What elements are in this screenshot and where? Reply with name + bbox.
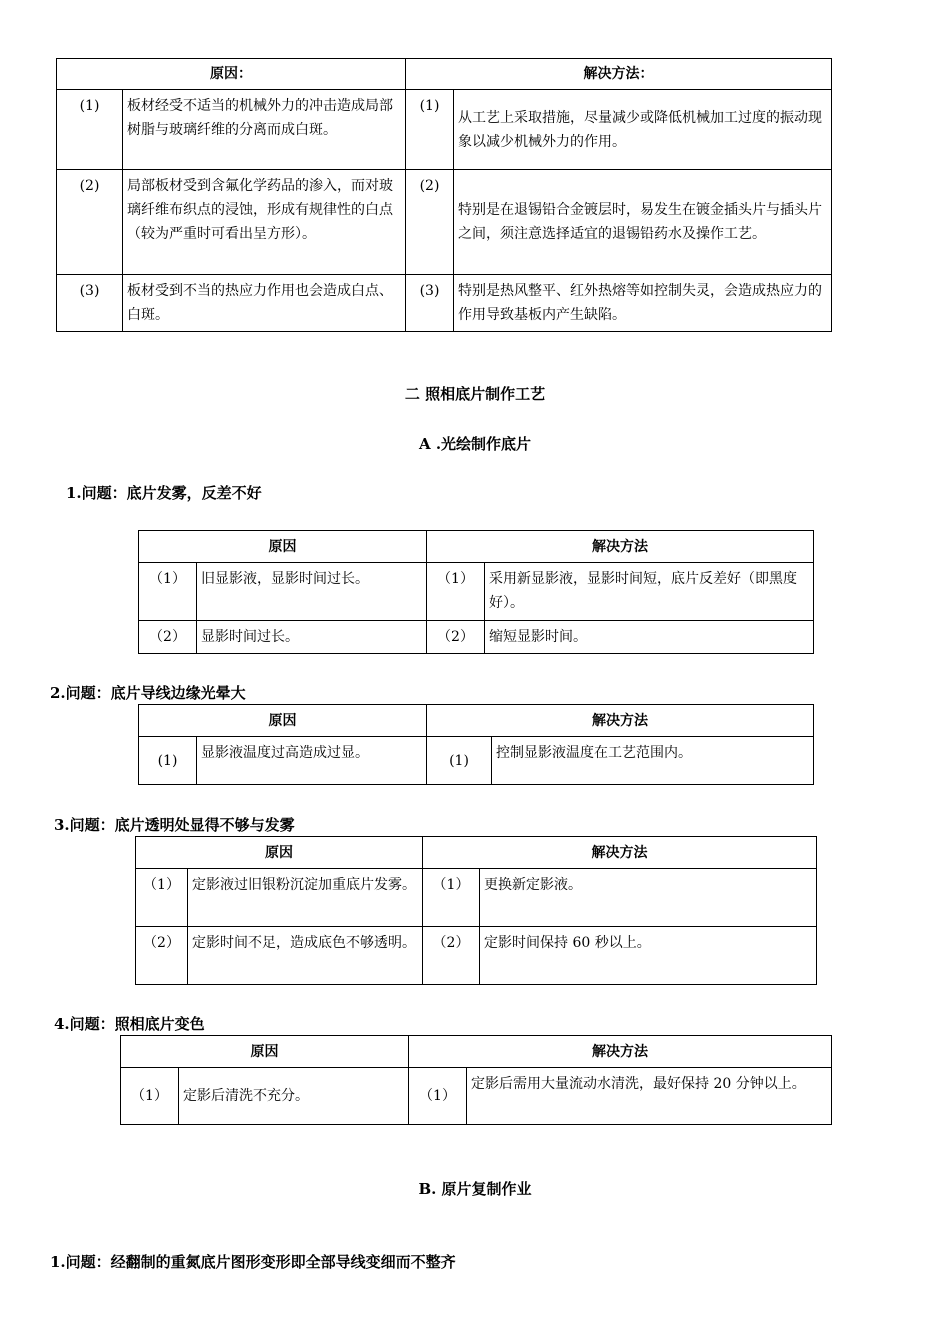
table-row <box>139 621 814 654</box>
solution-cell: 更换新定影液。 <box>480 869 817 927</box>
cause-cell: 显影液温度过高造成过显。 <box>197 737 427 785</box>
cause-header: 原因 <box>136 837 423 869</box>
cause-cell: 板材受到不当的热应力作用也会造成白点、白斑。 <box>123 275 406 332</box>
solution-cell: 控制显影液温度在工艺范围内。 <box>492 737 814 785</box>
solution-header: 解决方法 <box>427 531 814 563</box>
solution-cell: 特别是在退锡铅合金镀层时，易发生在镀金插头片与插头片之间，须注意选择适宜的退锡铅药水及操作工艺。 <box>454 170 832 275</box>
table-row <box>136 927 817 985</box>
cause-solution-table-q2 <box>138 704 814 785</box>
question-1-title: 1.问题：底片发雾，反差不好 <box>66 484 262 502</box>
row-number: （2） <box>427 621 485 654</box>
solution-header: 解决方法： <box>406 59 832 90</box>
row-number: （1） <box>121 1068 179 1125</box>
solution-cell: 采用新显影液，显影时间短，底片反差好（即黑度好）。 <box>485 563 814 621</box>
table-header-row <box>139 531 814 563</box>
row-number: (1) <box>57 90 123 170</box>
subsection-b-title: B. 原片复制作业 <box>418 1180 532 1198</box>
cause-header: 原因： <box>57 59 406 90</box>
solution-cell: 从工艺上采取措施，尽量减少或降低机械加工过度的振动现象以减少机械外力的作用。 <box>454 90 832 170</box>
cause-cell: 板材经受不适当的机械外力的冲击造成局部树脂与玻璃纤维的分离而成白斑。 <box>123 90 406 170</box>
cause-cell: 定影后清洗不充分。 <box>179 1068 409 1125</box>
solution-header: 解决方法 <box>409 1036 832 1068</box>
row-number: （2） <box>139 621 197 654</box>
subsection-a-title: A .光绘制作底片 <box>418 435 532 453</box>
cause-cell: 旧显影液，显影时间过长。 <box>197 563 427 621</box>
cause-cell: 定影时间不足，造成底色不够透明。 <box>188 927 423 985</box>
section-title: 二 照相底片制作工艺 <box>404 385 546 403</box>
table-header-row <box>121 1036 832 1068</box>
cause-cell: 局部板材受到含氟化学药品的渗入，而对玻璃纤维布织点的浸蚀，形成有规律性的白点（较为严重时可看出呈方形）。 <box>123 170 406 275</box>
table-row <box>57 170 832 275</box>
row-number: (3) <box>406 275 454 332</box>
solution-header: 解决方法 <box>427 705 814 737</box>
solution-cell: 定影时间保持 60 秒以上。 <box>480 927 817 985</box>
table-row <box>139 563 814 621</box>
row-number: （1） <box>139 563 197 621</box>
cause-solution-table-q1 <box>138 530 814 654</box>
table-row <box>121 1068 832 1125</box>
solution-cell: 缩短显影时间。 <box>485 621 814 654</box>
table-row <box>57 90 832 170</box>
cause-header: 原因 <box>139 705 427 737</box>
question-4-title: 4.问题：照相底片变色 <box>54 1015 205 1033</box>
cause-solution-table-q4 <box>120 1035 832 1125</box>
row-number: (1) <box>139 737 197 785</box>
row-number: (2) <box>57 170 123 275</box>
row-number: （1） <box>136 869 188 927</box>
row-number: （1） <box>409 1068 467 1125</box>
cause-solution-table-whitespot <box>56 58 832 332</box>
row-number: （2） <box>136 927 188 985</box>
row-number: (1) <box>406 90 454 170</box>
row-number: (2) <box>406 170 454 275</box>
solution-header: 解决方法 <box>423 837 817 869</box>
table-header-row <box>136 837 817 869</box>
row-number: (1) <box>427 737 492 785</box>
row-number: （2） <box>423 927 480 985</box>
solution-cell: 特别是热风整平、红外热熔等如控制失灵，会造成热应力的作用导致基板内产生缺陷。 <box>454 275 832 332</box>
table-header-row <box>57 59 832 90</box>
table-header-row <box>139 705 814 737</box>
cause-header: 原因 <box>121 1036 409 1068</box>
table-row <box>57 275 832 332</box>
cause-cell: 定影液过旧银粉沉淀加重底片发雾。 <box>188 869 423 927</box>
question-b1-title: 1.问题：经翻制的重氮底片图形变形即全部导线变细而不整齐 <box>50 1253 456 1271</box>
cause-header: 原因 <box>139 531 427 563</box>
question-3-title: 3.问题：底片透明处显得不够与发雾 <box>54 816 295 834</box>
table-row <box>139 737 814 785</box>
question-2-title: 2.问题：底片导线边缘光晕大 <box>50 684 246 702</box>
cause-cell: 显影时间过长。 <box>197 621 427 654</box>
row-number: （1） <box>423 869 480 927</box>
cause-solution-table-q3 <box>135 836 817 985</box>
row-number: (3) <box>57 275 123 332</box>
solution-cell: 定影后需用大量流动水清洗，最好保持 20 分钟以上。 <box>467 1068 832 1125</box>
row-number: （1） <box>427 563 485 621</box>
table-row <box>136 869 817 927</box>
